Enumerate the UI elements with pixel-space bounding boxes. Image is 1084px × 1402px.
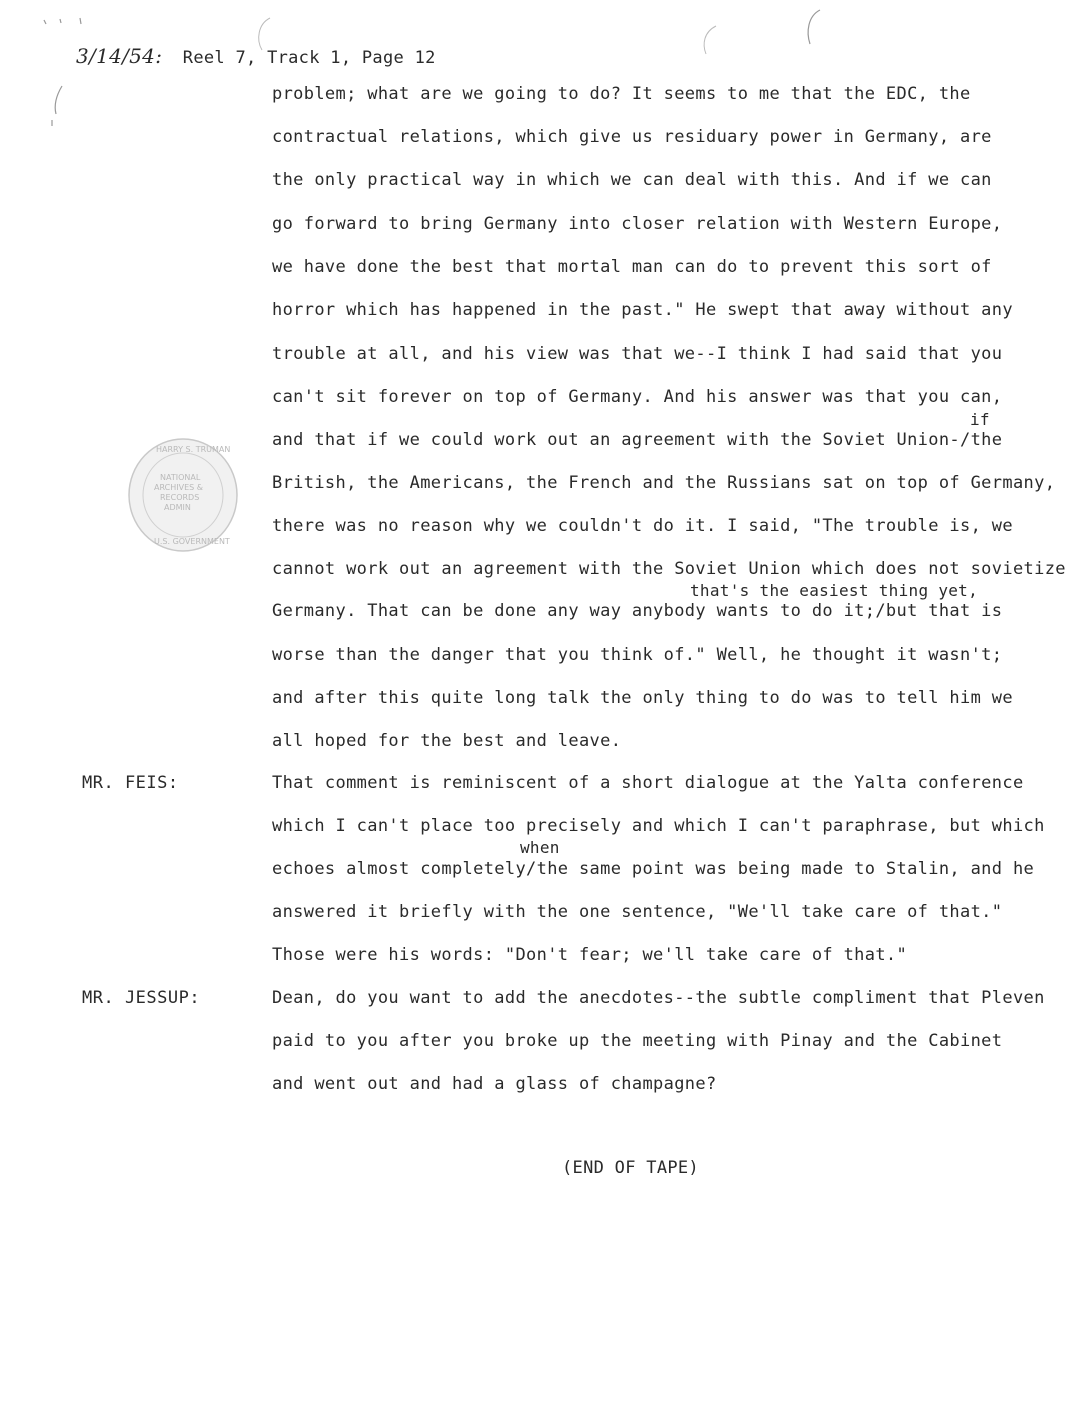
text-line: all hoped for the best and leave. bbox=[272, 731, 622, 751]
truman-library-stamp bbox=[126, 436, 240, 554]
header-date: 3/14/54: bbox=[76, 44, 163, 68]
text-line: can't sit forever on top of Germany. And his answer was that you can, bbox=[272, 387, 1003, 407]
text-line: Those were his words: "Don't fear; we'll take care of that." bbox=[272, 945, 908, 965]
text-line: and after this quite long talk the only thing to do was to tell him we bbox=[272, 688, 1013, 708]
svg-text:HARRY S. TRUMAN: HARRY S. TRUMAN bbox=[156, 445, 231, 454]
text-line: cannot work out an agreement with the Soviet Union which does not sovietize bbox=[272, 559, 1066, 579]
scan-mark-top-left bbox=[40, 14, 90, 30]
speaker-label-jessup: MR. JESSUP: bbox=[82, 988, 201, 1008]
text-line: which I can't place too precisely and which I can't paraphrase, but which bbox=[272, 816, 1045, 836]
text-line: That comment is reminiscent of a short dialogue at the Yalta conference bbox=[272, 773, 1024, 793]
svg-text:ARCHIVES &: ARCHIVES & bbox=[154, 483, 203, 492]
text-line: worse than the danger that you think of." Well, he thought it wasn't; bbox=[272, 645, 1003, 665]
text-line: contractual relations, which give us residuary power in Germany, are bbox=[272, 127, 992, 147]
text-line: Dean, do you want to add the anecdotes--the subtle compliment that Pleven bbox=[272, 988, 1045, 1008]
svg-text:U.S. GOVERNMENT: U.S. GOVERNMENT bbox=[154, 537, 230, 546]
text-line: problem; what are we going to do? It seems to me that the EDC, the bbox=[272, 84, 971, 104]
text-line: we have done the best that mortal man can do to prevent this sort of bbox=[272, 257, 992, 277]
svg-text:ADMIN: ADMIN bbox=[164, 503, 191, 512]
text-line: and that if we could work out an agreement with the Soviet Union-/the bbox=[272, 430, 1003, 450]
typed-insert-easiest-thing: that's the easiest thing yet, bbox=[690, 581, 979, 600]
page-header bbox=[76, 44, 436, 68]
text-line: and went out and had a glass of champagne? bbox=[272, 1074, 717, 1094]
scan-mark-top-mid bbox=[694, 22, 724, 58]
scan-mark-left-margin bbox=[42, 80, 72, 130]
header-reel-track-page: Reel 7, Track 1, Page 12 bbox=[182, 48, 436, 68]
text-line: paid to you after you broke up the meeting with Pinay and the Cabinet bbox=[272, 1031, 1003, 1051]
svg-text:NATIONAL: NATIONAL bbox=[160, 473, 201, 482]
text-line: there was no reason why we couldn't do it. I said, "The trouble is, we bbox=[272, 516, 1013, 536]
text-line: Germany. That can be done any way anybody wants to do it;/but that is bbox=[272, 601, 1003, 621]
speaker-label-feis: MR. FEIS: bbox=[82, 773, 179, 793]
svg-text:RECORDS: RECORDS bbox=[160, 493, 200, 502]
text-line: echoes almost completely/the same point was being made to Stalin, and he bbox=[272, 859, 1035, 879]
text-line: trouble at all, and his view was that we--I think I had said that you bbox=[272, 344, 1003, 364]
text-line: horror which has happened in the past." He swept that away without any bbox=[272, 300, 1013, 320]
handwritten-insert-when: when bbox=[520, 838, 560, 857]
text-line: British, the Americans, the French and the Russians sat on top of Germany, bbox=[272, 473, 1056, 493]
text-line: the only practical way in which we can deal with this. And if we can bbox=[272, 170, 992, 190]
text-line: go forward to bring Germany into closer relation with Western Europe, bbox=[272, 214, 1003, 234]
end-of-tape-label: (END OF TAPE) bbox=[562, 1158, 699, 1178]
text-line: answered it briefly with the one sentence, "We'll take care of that." bbox=[272, 902, 1003, 922]
scan-mark-top-right bbox=[798, 6, 828, 46]
handwritten-insert-if: if bbox=[970, 410, 990, 429]
